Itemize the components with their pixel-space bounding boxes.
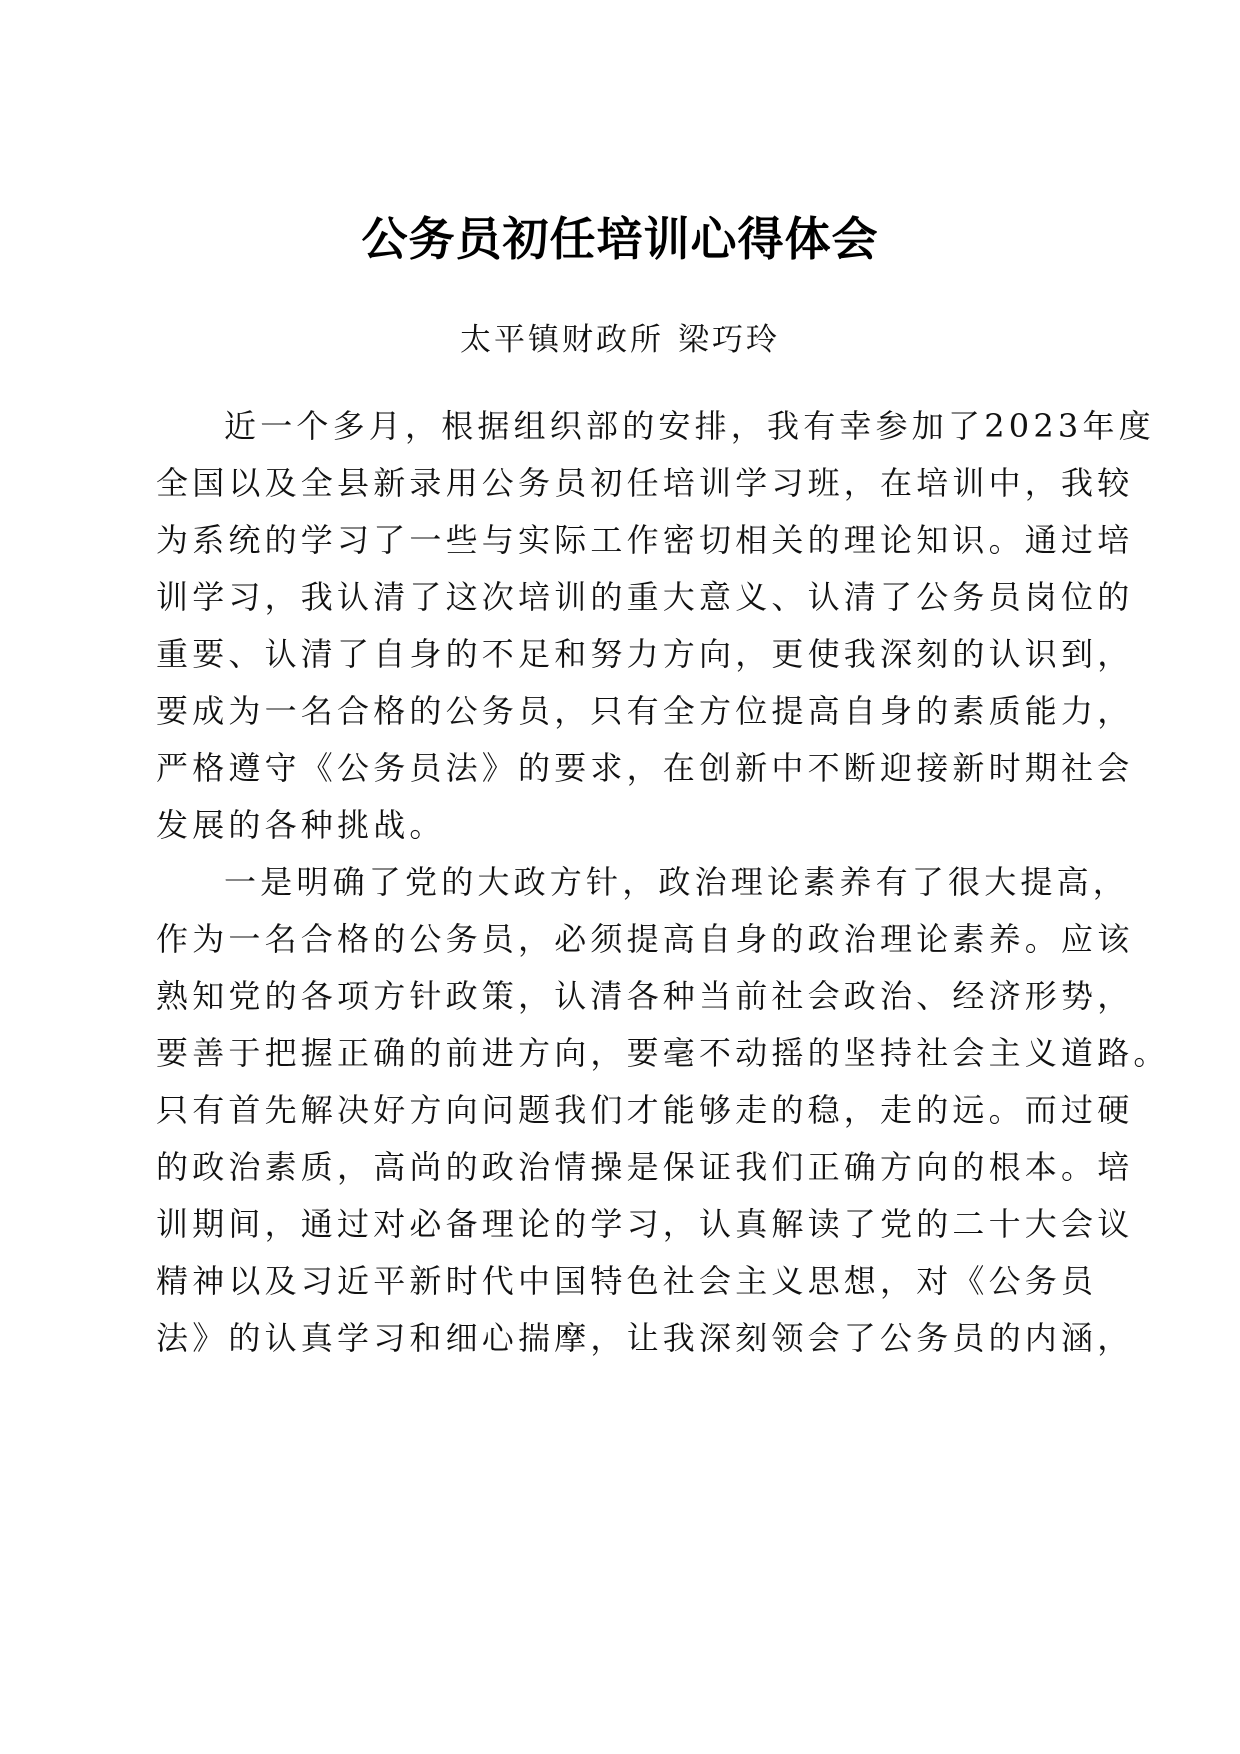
paragraph-line: 要善于把握正确的前进方向，要毫不动摇的坚持社会主义道路。 (156, 1034, 1170, 1072)
byline-organization: 太平镇财政所 (460, 322, 664, 358)
paragraph-line: 熟知党的各项方针政策，认清各种当前社会政治、经济形势， (156, 977, 1134, 1015)
document-title: 公务员初任培训心得体会 (361, 211, 879, 266)
paragraph-line: 法》的认真学习和细心揣摩，让我深刻领会了公务员的内涵， (156, 1319, 1134, 1357)
paragraph-line: 训期间，通过对必备理论的学习，认真解读了党的二十大会议 (156, 1205, 1134, 1243)
paragraph-line: 严格遵守《公务员法》的要求，在创新中不断迎接新时期社会 (156, 749, 1134, 787)
paragraph-line: 只有首先解决好方向问题我们才能够走的稳，走的远。而过硬 (156, 1091, 1134, 1129)
paragraph-line: 发展的各种挑战。 (156, 806, 446, 844)
paragraph-line: 精神以及习近平新时代中国特色社会主义思想，对《公务员 (156, 1262, 1098, 1300)
paragraph-line: 的政治素质，高尚的政治情操是保证我们正确方向的根本。培 (156, 1148, 1134, 1186)
byline-author: 梁巧玲 (678, 322, 780, 358)
paragraph-line: 作为一名合格的公务员，必须提高自身的政治理论素养。应该 (156, 920, 1134, 958)
paragraph-line: 一是明确了党的大政方针，政治理论素养有了很大提高， (224, 863, 1130, 901)
byline (0, 318, 1240, 362)
paragraph-line: 训学习，我认清了这次培训的重大意义、认清了公务员岗位的 (156, 578, 1134, 616)
paragraph-line: 为系统的学习了一些与实际工作密切相关的理论知识。通过培 (156, 521, 1134, 559)
paragraph-line: 重要、认清了自身的不足和努力方向，更使我深刻的认识到， (156, 635, 1134, 673)
paragraph-line: 要成为一名合格的公务员，只有全方位提高自身的素质能力， (156, 692, 1134, 730)
paragraph-line: 全国以及全县新录用公务员初任培训学习班，在培训中，我较 (156, 464, 1134, 502)
paragraph-line: 近一个多月，根据组织部的安排，我有幸参加了2023年度 (224, 407, 1155, 445)
